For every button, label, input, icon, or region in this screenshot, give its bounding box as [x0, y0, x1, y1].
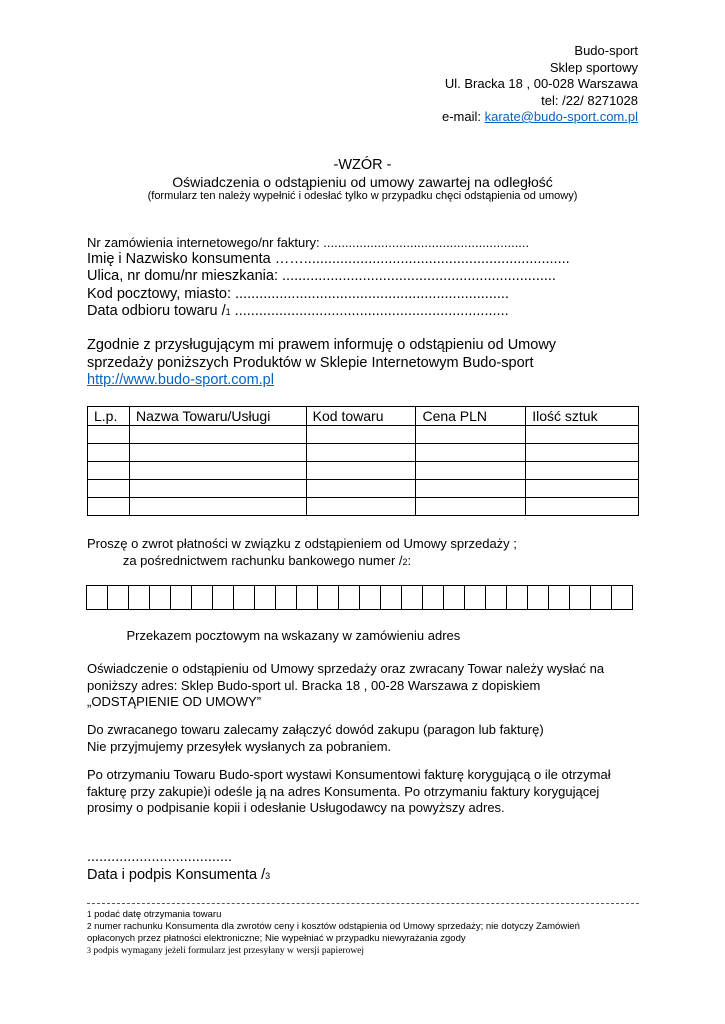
- company-address: Ul. Bracka 18 , 00-028 Warszawa: [444, 76, 638, 91]
- table-header-row: [88, 407, 639, 426]
- return-address-paragraph: [87, 661, 604, 711]
- company-phone: tel: /22/ 8271028: [541, 92, 638, 108]
- account-digit-box[interactable]: [149, 585, 171, 610]
- table-cell[interactable]: [416, 462, 526, 480]
- paragraph-line: poniższy adres: Sklep Budo-sport ul. Bracka 18 , 00-28 Warszawa z dopiskiem: [87, 677, 541, 693]
- refund-request-text: Proszę o zwrot płatności w związku z odstąpieniem od Umowy sprzedaży ;: [87, 536, 517, 551]
- footnote-2: [87, 921, 647, 933]
- postal-option-label: Przekazem pocztowym na wskazany w zamówieniu adres: [126, 628, 461, 643]
- company-subtitle: Sklep sportowy: [549, 59, 638, 75]
- footnote-ref-1: 1: [225, 307, 231, 317]
- table-row: [88, 462, 639, 480]
- account-digit-box[interactable]: [107, 585, 129, 610]
- table-row: [88, 426, 639, 444]
- footnote-1: [87, 909, 647, 921]
- table-cell[interactable]: [129, 426, 306, 444]
- account-digit-box[interactable]: [233, 585, 255, 610]
- account-digit-box[interactable]: [485, 585, 507, 610]
- invoice-paragraph: [87, 767, 611, 817]
- table-cell[interactable]: [416, 480, 526, 498]
- account-digit-box[interactable]: [611, 585, 633, 610]
- company-email-line: [442, 109, 638, 126]
- proof-of-purchase-paragraph: [87, 722, 544, 755]
- table-cell[interactable]: [526, 498, 639, 516]
- table-row: [88, 480, 639, 498]
- account-digit-box[interactable]: [212, 585, 234, 610]
- footnotes: [87, 909, 647, 957]
- col-header-code: Kod towaru: [306, 407, 416, 426]
- paragraph-line: Po otrzymaniu Towaru Budo-sport wystawi Konsumentowi fakturę korygującą o ile otrzymał: [87, 767, 611, 782]
- signature-dots: ....................................: [87, 849, 233, 865]
- paragraph-line: fakturę przy zakupie)i odeśle ją na adres Konsumenta. Po otrzymaniu faktury korygującej: [87, 783, 600, 799]
- footnote-text: numer rachunku Konsumenta dla zwrotów ceny i kosztów odstąpienia od Umowy sprzedaży; nie dotyczy Zamówień: [91, 921, 580, 932]
- table-cell[interactable]: [526, 480, 639, 498]
- account-digit-box[interactable]: [359, 585, 381, 610]
- table-cell[interactable]: [306, 462, 416, 480]
- bank-option-colon: :: [407, 553, 412, 568]
- account-digit-box[interactable]: [338, 585, 360, 610]
- order-number-field: Nr zamówienia internetowego/nr faktury: .........................................................: [87, 235, 530, 250]
- table-cell[interactable]: [526, 444, 639, 462]
- paragraph-line: Do zwracanego towaru zalecamy załączyć dowód zakupu (paragon lub fakturę): [87, 722, 544, 737]
- account-digit-box[interactable]: [569, 585, 591, 610]
- account-digit-box[interactable]: [464, 585, 486, 610]
- table-cell[interactable]: [526, 462, 639, 480]
- account-digit-box[interactable]: [275, 585, 297, 610]
- postal-code-field: Kod pocztowy, miasto: ....................................................................: [87, 286, 509, 302]
- withdrawal-statement: [87, 337, 556, 390]
- form-title: -WZÓR -: [333, 157, 392, 173]
- account-digit-box[interactable]: [548, 585, 570, 610]
- footnote-number: 3: [87, 946, 91, 955]
- table-cell[interactable]: [88, 444, 130, 462]
- paragraph-line: prosimy o podpisanie kopii i odesłanie Usługodawcy na powyższy adres.: [87, 800, 505, 815]
- table-cell[interactable]: [129, 498, 306, 516]
- col-header-name: Nazwa Towaru/Usługi: [129, 407, 306, 426]
- shop-url-link[interactable]: http://www.budo-sport.com.pl: [87, 372, 274, 388]
- table-cell[interactable]: [88, 462, 130, 480]
- paragraph-line: „ODSTĄPIENIE OD UMOWY”: [87, 694, 262, 709]
- table-row: [88, 498, 639, 516]
- footnote-number: 1: [87, 910, 92, 919]
- table-cell[interactable]: [129, 444, 306, 462]
- table-cell[interactable]: [416, 444, 526, 462]
- table-cell[interactable]: [88, 480, 130, 498]
- receipt-date-field: [87, 303, 509, 319]
- footnote-text: podpis wymagany jeżeli formularz jest przesyłany w wersji papierowej: [91, 946, 365, 956]
- col-header-price: Cena PLN: [416, 407, 526, 426]
- account-digit-box[interactable]: [380, 585, 402, 610]
- table-cell[interactable]: [416, 498, 526, 516]
- table-cell[interactable]: [416, 426, 526, 444]
- table-cell[interactable]: [306, 480, 416, 498]
- footnote-ref-3: 3: [265, 871, 271, 881]
- form-note: (formularz ten należy wypełnić i odesłać tylko w przypadku chęci odstąpienia od umowy): [147, 190, 578, 202]
- account-digit-box[interactable]: [506, 585, 528, 610]
- footnote-divider: [87, 903, 639, 904]
- signature-label-text: Data i podpis Konsumenta /: [87, 867, 266, 883]
- account-digit-box[interactable]: [170, 585, 192, 610]
- statement-line-2: sprzedaży poniższych Produktów w Sklepie Internetowym Budo-sport: [87, 354, 534, 371]
- account-number-boxes: [87, 585, 633, 610]
- account-digit-box[interactable]: [191, 585, 213, 610]
- account-digit-box[interactable]: [401, 585, 423, 610]
- signature-label: [87, 867, 270, 883]
- table-row: [88, 444, 639, 462]
- account-digit-box[interactable]: [422, 585, 444, 610]
- statement-line-1: Zgodnie z przysługującym mi prawem informuję o odstąpieniu od Umowy: [87, 337, 557, 353]
- bank-option-label: za pośrednictwem rachunku bankowego numer /: [122, 553, 403, 568]
- form-subtitle: Oświadczenia o odstąpieniu od umowy zawartej na odległość: [172, 174, 553, 190]
- footnote-3: [87, 945, 647, 957]
- footnote-text: podać datę otrzymania towaru: [91, 909, 222, 920]
- table-cell[interactable]: [88, 498, 130, 516]
- account-digit-box[interactable]: [254, 585, 276, 610]
- receipt-date-dots: ....................................................................: [230, 303, 509, 319]
- account-digit-box[interactable]: [86, 585, 108, 610]
- account-digit-box[interactable]: [590, 585, 612, 610]
- table-cell[interactable]: [526, 426, 639, 444]
- refund-option-postal[interactable]: [112, 628, 460, 643]
- footnote-number: 2: [87, 922, 92, 931]
- receipt-date-label: Data odbioru towaru /: [87, 303, 226, 319]
- col-header-qty: Ilość sztuk: [526, 407, 639, 426]
- col-header-lp: L.p.: [88, 407, 130, 426]
- footnote-2-continued: opłaconych przez płatności elektroniczne; Nie wypełniać w przypadku niewyrażania zgody: [87, 933, 466, 944]
- company-name: Budo-sport: [574, 43, 638, 58]
- table-cell[interactable]: [306, 498, 416, 516]
- account-digit-box[interactable]: [296, 585, 318, 610]
- consumer-name-field: Imię i Nazwisko konsumenta ……..................................................................: [87, 251, 570, 267]
- account-digit-box[interactable]: [317, 585, 339, 610]
- email-link[interactable]: karate@budo-sport.com.pl: [484, 109, 638, 124]
- table-cell[interactable]: [306, 426, 416, 444]
- paragraph-line: Oświadczenie o odstąpieniu od Umowy sprzedaży oraz zwracany Towar należy wysłać na: [87, 661, 605, 676]
- paragraph-line: Nie przyjmujemy przesyłek wysłanych za pobraniem.: [87, 738, 392, 754]
- account-digit-box[interactable]: [527, 585, 549, 610]
- street-field: Ulica, nr domu/nr mieszkania: ....................................................................: [87, 268, 556, 284]
- footnote-ref-2: 2: [402, 557, 408, 567]
- table-cell[interactable]: [129, 480, 306, 498]
- company-header: [442, 43, 638, 126]
- email-label: e-mail:: [441, 109, 485, 124]
- table-cell[interactable]: [129, 462, 306, 480]
- products-table: [87, 406, 639, 516]
- table-cell[interactable]: [88, 426, 130, 444]
- account-digit-box[interactable]: [443, 585, 465, 610]
- account-digit-box[interactable]: [128, 585, 150, 610]
- refund-option-bank[interactable]: [112, 553, 411, 568]
- table-cell[interactable]: [306, 444, 416, 462]
